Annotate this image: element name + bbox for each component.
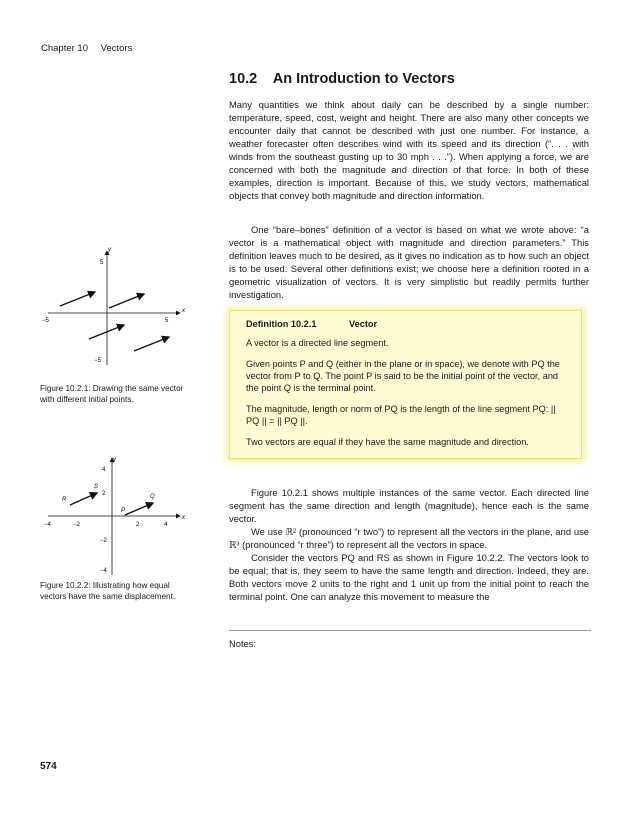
vector-arrow-3: [89, 325, 124, 339]
vector-arrow-4: [134, 337, 169, 351]
tick-label-x-2: 2: [136, 522, 140, 528]
tick-label-y-pos: 5: [100, 260, 104, 266]
point-label-r: R: [62, 497, 67, 503]
figure-10-2-2: [40, 455, 190, 577]
chapter-number: Chapter 10: [41, 43, 89, 54]
vector-rs-arrow: [70, 493, 97, 505]
figure-10-2-1: [40, 245, 190, 370]
definition-line-1: A vector is a directed line segment.: [246, 338, 389, 348]
paragraph-fig-ref: Figure 10.2.1 shows multiple instances of the same vector. Each directed line segment has the same direction and length (magnitude), hence each is the same vector.: [229, 487, 589, 524]
chapter-title: Vectors: [100, 43, 133, 54]
point-label-s: S: [94, 484, 99, 490]
y-axis-label: y: [113, 457, 116, 463]
tick-label-x-4: 4: [164, 522, 168, 528]
definition-line-2: Given points P and Q (either in the plane or in space), we denote with PQ the vector from P to Q. The point P is said to be the initial point of the vector, and the point Q is the terminal point.: [246, 359, 560, 393]
notes-divider: [229, 630, 591, 631]
vector-arrow-1: [60, 292, 95, 306]
definition-name: Vector: [349, 319, 378, 329]
tick-label-y-neg: −5: [94, 358, 101, 364]
y-axis-label: y: [108, 247, 111, 253]
definition-line-4: Two vectors are equal if they have the same magnitude and direction.: [246, 437, 529, 447]
figure-caption-2: Figure 10.2.2: Illustrating how equal vectors have the same displacement.: [40, 581, 176, 601]
definition-line-3: The magnitude, length or norm of PQ is the length of the line segment PQ: || PQ || = || PQ ||.: [246, 404, 556, 426]
vector-pq-arrow: [125, 503, 153, 515]
paragraph-pq-rs: Consider the vectors PQ and RS as shown in Figure 10.2.2. The vectors look to be equal; that is, they seem to have the same length and direction. Indeed, they are. Both vectors move 2 units to the right and 1 unit up from the initial point to reach the terminal point. One can analyze this movement to measure the: [229, 552, 589, 602]
figure-caption-1: Figure 10.2.1: Drawing the same vector with different initial points.: [40, 384, 184, 404]
tick-label-x-neg: −5: [42, 318, 49, 324]
paragraph-r2-r3: We use ℝ² (pronounced “r two”) to represent all the vectors in the plane, and use ℝ³ (pronounced “r three”) to represent all the vectors in space.: [229, 526, 589, 550]
page-number: 574: [40, 761, 57, 772]
vector-arrow-2: [109, 294, 144, 308]
paragraph-definition-intro: One “bare–bones” definition of a vector is based on what we wrote above: “a vector is a mathematical object with magnitude and direction parameters.” This definition leaves much to be desired, as it gives no indication as to how such an object is to be used. Several other definitions exist; we choose here a definition rooted in a geometric visualization of vectors. It is very simplistic but readily permits further investigation.: [229, 224, 589, 300]
section-title: [229, 71, 455, 87]
tick-label-x-pos: 5: [165, 318, 169, 324]
definition-heading: [246, 318, 570, 330]
notes-label: Notes:: [229, 638, 257, 649]
point-label-p: P: [121, 508, 126, 514]
tick-label-y-m4: −4: [100, 568, 107, 574]
tick-label-y-4: 4: [102, 467, 106, 473]
section-title-text: An Introduction to Vectors: [272, 71, 455, 87]
tick-label-y-m2: −2: [100, 538, 107, 544]
tick-label-y-2: 2: [102, 491, 106, 497]
x-axis-label: x: [182, 515, 185, 521]
definition-label: Definition 10.2.1: [246, 319, 317, 329]
tick-label-x-m2: −2: [73, 522, 80, 528]
running-head: [41, 43, 142, 54]
paragraph-intro: Many quantities we think about daily can be described by a single number: temperature, speed, cost, weight and height. There are also many other concepts we encounter daily that cannot be described with just one number. For instance, a weather forecaster often describes wind with its speed and its direction (“. . . with winds from the southeast gusting up to 30 mph . . .”). When applying a force, we are concerned with both the magnitude and direction of that force. In both of these examples, direction is important. Because of this, we study vectors, mathematical objects that convey both magnitude and direction information.: [229, 99, 589, 201]
x-axis-label: x: [182, 308, 185, 314]
paragraph-discussion: [229, 486, 589, 603]
definition-box: [229, 310, 582, 459]
point-label-q: Q: [150, 494, 155, 500]
tick-label-x-m4: −4: [44, 522, 51, 528]
section-number: 10.2: [229, 71, 258, 87]
